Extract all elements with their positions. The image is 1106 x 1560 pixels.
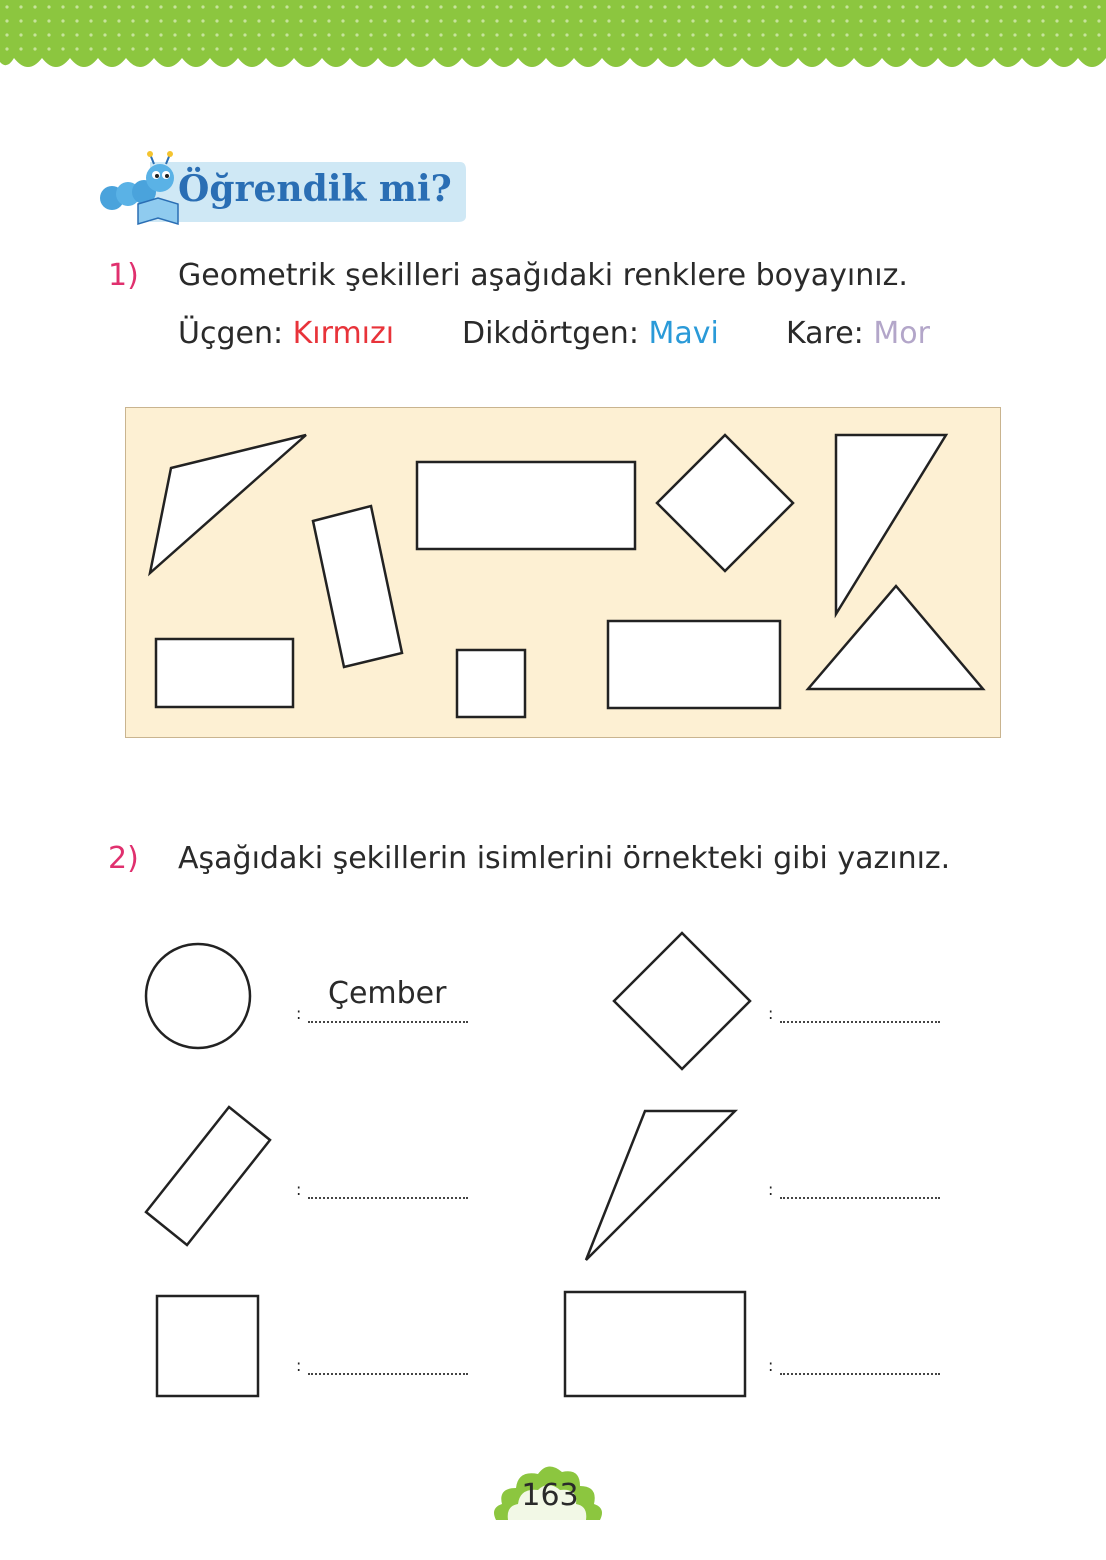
legend-square — [786, 316, 930, 351]
coloring-shapes-panel — [125, 407, 1001, 738]
answer-field-diamond[interactable] — [768, 1004, 940, 1023]
question-2-instruction: Aşağıdaki şekillerin isimlerini örnekteki gibi yazınız. — [178, 841, 951, 876]
answer-colon: : — [296, 1356, 302, 1375]
rectangle-shape[interactable] — [417, 462, 635, 549]
circle-shape — [146, 944, 250, 1048]
bookworm-icon — [100, 151, 178, 224]
answer-colon: : — [768, 1180, 774, 1199]
answer-field-square[interactable] — [296, 1356, 468, 1375]
section-title: Öğrendik mi? — [178, 168, 452, 210]
square-shape[interactable] — [457, 650, 525, 717]
rectangle-shape — [565, 1292, 745, 1396]
example-answer: Çember — [328, 976, 447, 1011]
rectangle-shape[interactable] — [156, 639, 293, 707]
header-banner — [0, 0, 1106, 80]
answer-dotted-line[interactable] — [780, 1181, 940, 1199]
legend-rectangle — [462, 316, 719, 351]
question-1-instruction: Geometrik şekilleri aşağıdaki renklere boyayınız. — [178, 258, 908, 293]
rectangle-shape[interactable] — [608, 621, 780, 708]
answer-colon: : — [296, 1004, 302, 1023]
legend-color-purple: Mor — [873, 316, 930, 351]
legend-label: Üçgen: — [178, 316, 284, 351]
square-shape — [157, 1296, 258, 1396]
legend-color-red: Kırmızı — [292, 316, 395, 351]
answer-field-circle[interactable] — [296, 1004, 468, 1023]
legend-label: Dikdörtgen: — [462, 316, 639, 351]
answer-dotted-line[interactable] — [780, 1357, 940, 1375]
answer-field-tilted-rectangle[interactable] — [296, 1180, 468, 1199]
answer-dotted-line[interactable] — [780, 1005, 940, 1023]
rectangle-shape[interactable] — [313, 506, 402, 667]
legend-triangle — [178, 316, 394, 351]
question-1-number: 1) — [108, 258, 139, 293]
legend-color-blue: Mavi — [648, 316, 719, 351]
answer-dotted-line[interactable] — [308, 1005, 468, 1023]
answer-colon: : — [768, 1356, 774, 1375]
square-shape[interactable] — [657, 435, 793, 571]
square-diamond-shape — [614, 933, 750, 1069]
triangle-shape[interactable] — [808, 586, 983, 689]
triangle-shape — [586, 1111, 735, 1260]
triangle-shape[interactable] — [150, 435, 306, 573]
rectangle-tilted-shape — [146, 1107, 270, 1245]
answer-dotted-line[interactable] — [308, 1181, 468, 1199]
answer-field-rectangle[interactable] — [768, 1356, 940, 1375]
answer-field-triangle[interactable] — [768, 1180, 940, 1199]
page-number: 163 — [521, 1478, 579, 1513]
answer-colon: : — [768, 1004, 774, 1023]
answer-colon: : — [296, 1180, 302, 1199]
answer-dotted-line[interactable] — [308, 1357, 468, 1375]
legend-label: Kare: — [786, 316, 864, 351]
triangle-shape[interactable] — [836, 435, 946, 614]
question-2-number: 2) — [108, 841, 139, 876]
